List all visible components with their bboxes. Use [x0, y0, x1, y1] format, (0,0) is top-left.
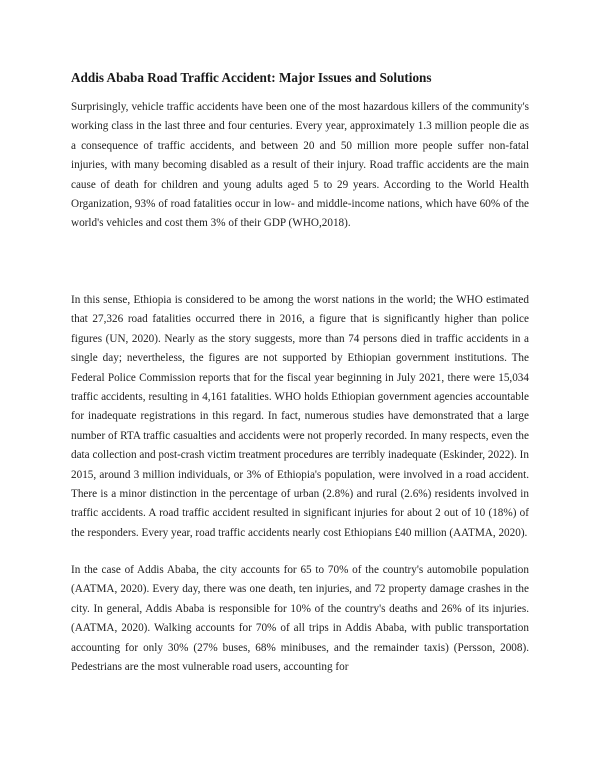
document-title: Addis Ababa Road Traffic Accident: Major Issues and Solutions	[71, 70, 432, 85]
paragraph-ethiopia: In this sense, Ethiopia is considered to be among the worst nations in the world; the WHO estimated that 27,326 road fatalities occurred there in 2016, a figure that is significantly higher than police figures (UN, 2020). Nearly as the story suggests, more than 74 persons died in traffic accidents in a single day; nevertheless, the figures are not supported by Ethiopian government institutions. The Federal Police Commission reports that for the fiscal year beginning in July 2021, there were 15,034 traffic accidents, resulting in 4,161 fatalities. WHO holds Ethiopian government agencies accountable for inadequate registrations in this regard. In fact, numerous studies have demonstrated that a large number of RTA traffic casualties and accidents were not properly recorded. In many respects, even the data collection and post-crash victim treatment procedures are terribly inadequate (Eskinder, 2022). In 2015, around 3 million individuals, or 3% of Ethiopia's population, were involved in a road accident. There is a minor distinction in the percentage of urban (2.8%) and rural (2.6%) residents involved in traffic accidents. A road traffic accident resulted in significant injuries for about 2 out of 10 (18%) of the responders. Every year, road traffic accidents nearly cost Ethiopians £40 million (AATMA, 2020).	[71, 294, 529, 539]
paragraph-intro: Surprisingly, vehicle traffic accidents have been one of the most hazardous killers of the community's working class in the last three and four centuries. Every year, approximately 1.3 million people die as a consequence of traffic accidents, and between 20 and 50 million more people suffer non-fatal injuries, with many becoming disabled as a result of their injury. Road traffic accidents are the main cause of death for children and young adults aged 5 to 29 years. According to the World Health Organization, 93% of road fatalities occur in low- and middle-income nations, which have 60% of the world's vehicles and cost them 3% of their GDP (WHO,2018).	[71, 101, 529, 230]
paragraph-addis-ababa: In the case of Addis Ababa, the city accounts for 65 to 70% of the country's automobile population (AATMA, 2020). Every day, there was one death, ten injuries, and 72 property damage crashes in the city. In general, Addis Ababa is responsible for 10% of the country's deaths and 26% of its injuries. (AATMA, 2020). Walking accounts for 70% of all trips in Addis Ababa, with public transportation accounting for only 30% (27% buses, 68% minibuses, and the remainder taxis) (Persson, 2008). Pedestrians are the most vulnerable road users, accounting for	[71, 564, 529, 674]
